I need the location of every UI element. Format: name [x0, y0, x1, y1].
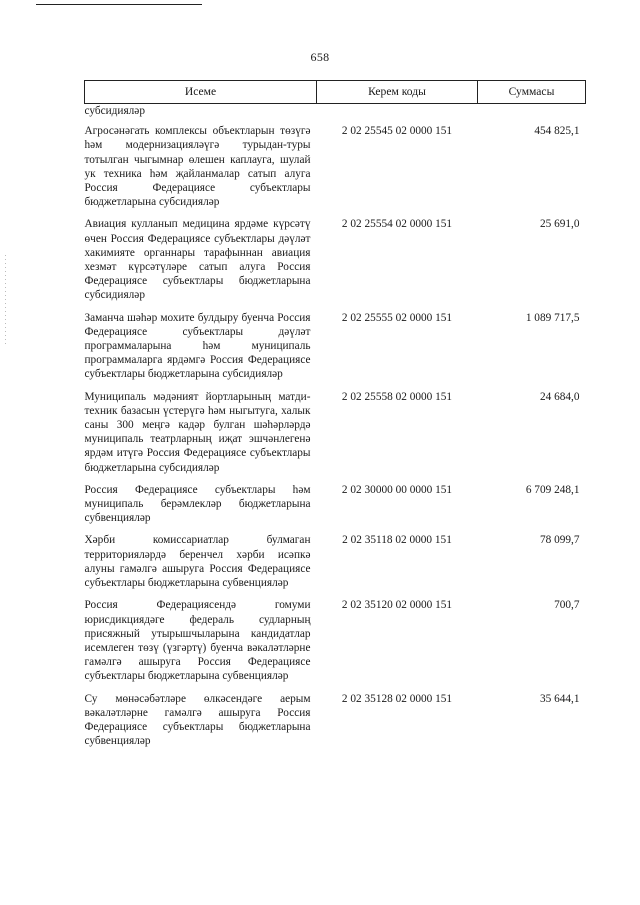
row-name: Заманча шәһәр мохите булдыру буенча Россия Федерациясе субъектлары дәүләт программаларына һәм муниципаль программаларга ярдәмгә Россия Федерациясе субъектлары бюджетларына субсидияләр: [84, 311, 311, 381]
row-code: 2 02 25555 02 0000 151: [341, 311, 453, 324]
row-name: Россия Федерациясендә гомуми юрисдикциядәге федераль судларның присяжный утырышчыларына кандидатлар исемлеген төзү (үзгәртү) буенча вәкаләтләрне гамәлгә ашыруга Россия Федерациясе субъектлары бюджетларына субвенцияләр: [84, 599, 311, 683]
row-code: 2 02 25558 02 0000 151: [341, 390, 453, 403]
row-name: Муниципаль мәдәният йортларының матди-техник базасын үстерүгә һәм ныгытуга, халык саны 300 меңгә кадәр булган шәһәрләрдә муниципаль театрларның иҗат эшчәнлегенә ярдәм итүгә Россия Федерациясе субъектлары бюджетларына субсидияләр: [84, 390, 311, 474]
table-row: [85, 390, 586, 483]
table-row: [85, 311, 586, 390]
table-row-continued: [85, 104, 586, 125]
table-row: [85, 124, 586, 217]
table-header: [85, 81, 586, 104]
header-amount: Суммасы: [478, 81, 586, 104]
row-name: Хәрби комиссариатлар булмаган территорияләрдә беренчел хәрби исәпкә алуны гамәлгә ашыруга Россия Федерациясе субъектлары бюджетларына субвенцияләр: [84, 534, 311, 590]
row-amount: 454 825,1: [534, 125, 580, 138]
row-amount: 25 691,0: [539, 218, 580, 231]
row-name: Россия Федерациясе субъектлары һәм муниципаль берәмлекләр бюджетларына субвенцияләр: [84, 483, 311, 525]
row-amount: 35 644,1: [539, 692, 580, 705]
header-code: Керем коды: [317, 81, 478, 104]
row-name: Авиация кулланып медицина ярдәме күрсәтү өчен Россия Федерациясе субъектлары дәүләт хакимияте органнары тарафыннан авиация хезмәт күрсәтүләре сатып алуга Россия Федерациясе субъектлары бюджетларына субсидияләр: [84, 218, 311, 302]
row-amount: 24 684,0: [539, 390, 580, 403]
row-code: 2 02 25554 02 0000 151: [341, 218, 453, 231]
table-row: [85, 533, 586, 598]
row-amount: 6 709 248,1: [525, 483, 580, 496]
row-code: 2 02 30000 00 0000 151: [341, 483, 453, 496]
margin-scan-mark: [5, 255, 6, 345]
row-code: 2 02 35118 02 0000 151: [342, 534, 452, 547]
table-body: [85, 104, 586, 757]
budget-table: [84, 80, 586, 756]
table-row: [85, 692, 586, 757]
table-row: [85, 598, 586, 691]
row-code: 2 02 35128 02 0000 151: [341, 692, 453, 705]
table-row: [85, 217, 586, 310]
row-code: 2 02 25545 02 0000 151: [341, 125, 453, 138]
row-name: Агросәнәгать комплексы объектларын төзүгә һәм модернизацияләүгә турыдан-туры тотылган чыгымнар өлешен каплауга, шулай ук техника һәм җайланмалар сатып алуга Россия Федерациясе субъектлары бюджетларына субсидияләр: [84, 125, 311, 209]
page-number: 658: [310, 50, 330, 64]
row-amount: 78 099,7: [539, 534, 580, 547]
top-rule: [36, 4, 202, 5]
row-amount: 700,7: [554, 599, 580, 612]
row-name: субсидияләр: [84, 105, 145, 117]
header-name: Исеме: [85, 81, 317, 104]
table-row: [85, 483, 586, 534]
row-amount: 1 089 717,5: [525, 311, 580, 324]
row-code: 2 02 35120 02 0000 151: [341, 599, 453, 612]
row-name: Су мөнәсәбәтләре өлкәсендәге аерым вәкаләтләрне гамәлгә ашыруга Россия Федерациясе субъектлары бюджетларына субвенцияләр: [84, 692, 311, 748]
